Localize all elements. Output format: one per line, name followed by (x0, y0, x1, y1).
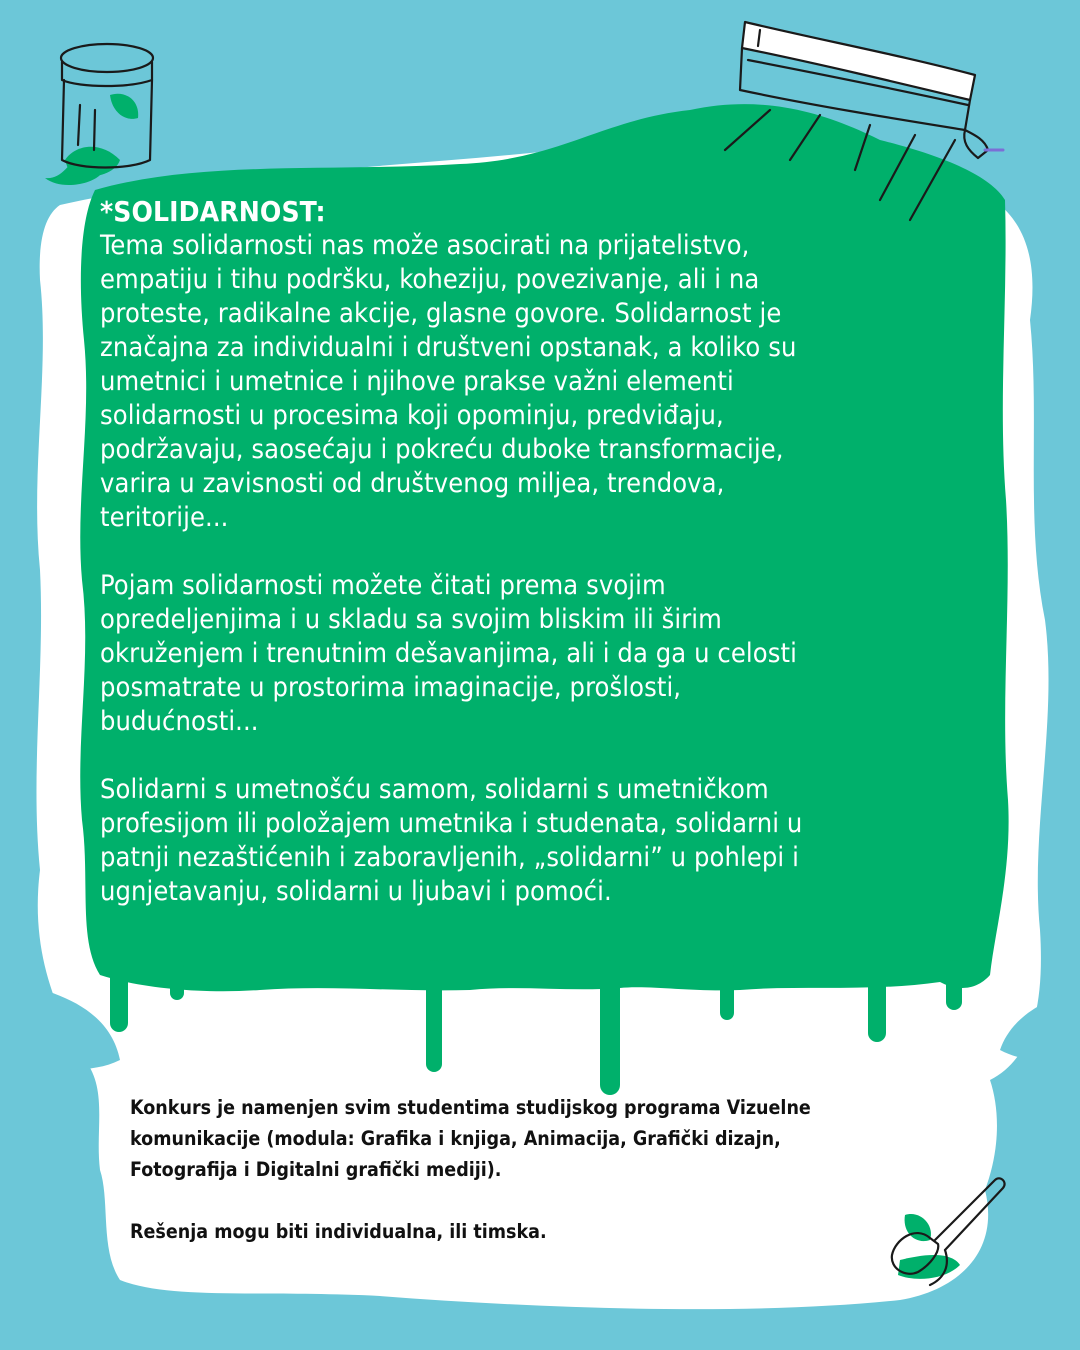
text-line: umetnici i umetnice i njihove prakse važni elementi (100, 366, 734, 397)
info-text (130, 1092, 990, 1247)
text-line: ugnjetavanju, solidarni u ljubavi i pomoći. (100, 876, 612, 907)
text-line: proteste, radikalne akcije, glasne govore. Solidarnost je (100, 298, 782, 329)
info-line: Konkurs je namenjen svim studentima studijskog programa Vizuelne (130, 1096, 811, 1119)
text-line: okruženjem i trenutnim dešavanjima, ali i da ga u celosti (100, 638, 797, 669)
text-line: profesijom ili položajem umetnika i studenata, solidarni u (100, 808, 803, 839)
paint-jar-icon (45, 44, 153, 185)
paragraph-gap (100, 535, 980, 569)
text-line: značajna za individualni i društveni opstanak, a koliko su (100, 332, 797, 363)
info-line: komunikacije (modula: Grafika i knjiga, Animacija, Grafički dizajn, (130, 1127, 781, 1150)
section-heading: *SOLIDARNOST: (100, 195, 326, 228)
paragraph-gap (100, 739, 980, 773)
text-line: patnji nezaštićenih i zaboravljenih, „solidarni” u pohlepi i (100, 842, 799, 873)
text-line: varira u zavisnosti od društvenog miljea, trendova, (100, 468, 725, 499)
paint-drip (946, 960, 962, 1010)
paint-drip (720, 960, 734, 1020)
paint-drip (110, 960, 128, 1032)
text-line: opredeljenjima i u skladu sa svojim bliskim ili širim (100, 604, 722, 635)
text-line: budućnosti... (100, 706, 259, 737)
info-line: Fotografija i Digitalni grafički mediji). (130, 1158, 502, 1181)
text-line: empatiju i tihu podršku, koheziju, povezivanje, ali i na (100, 264, 760, 295)
text-line: Pojam solidarnosti možete čitati prema svojim (100, 570, 666, 601)
text-line: Tema solidarnosti nas može asocirati na prijatelistvo, (100, 230, 750, 261)
text-line: teritorije... (100, 502, 229, 533)
paragraph-gap (130, 1185, 990, 1216)
paint-drip (426, 960, 442, 1072)
paint-drip (868, 960, 886, 1042)
info-line: Rešenja mogu biti individualna, ili timska. (130, 1220, 547, 1243)
paint-drip (170, 960, 184, 1000)
main-text (100, 195, 980, 909)
text-line: podržavaju, saosećaju i pokreću duboke transformacije, (100, 434, 784, 465)
text-line: solidarnosti u procesima koji opominju, predviđaju, (100, 400, 724, 431)
paint-drip (600, 960, 620, 1095)
text-line: Solidarni s umetnošću samom, solidarni s umetničkom (100, 774, 769, 805)
text-line: posmatrate u prostorima imaginacije, prošlosti, (100, 672, 682, 703)
